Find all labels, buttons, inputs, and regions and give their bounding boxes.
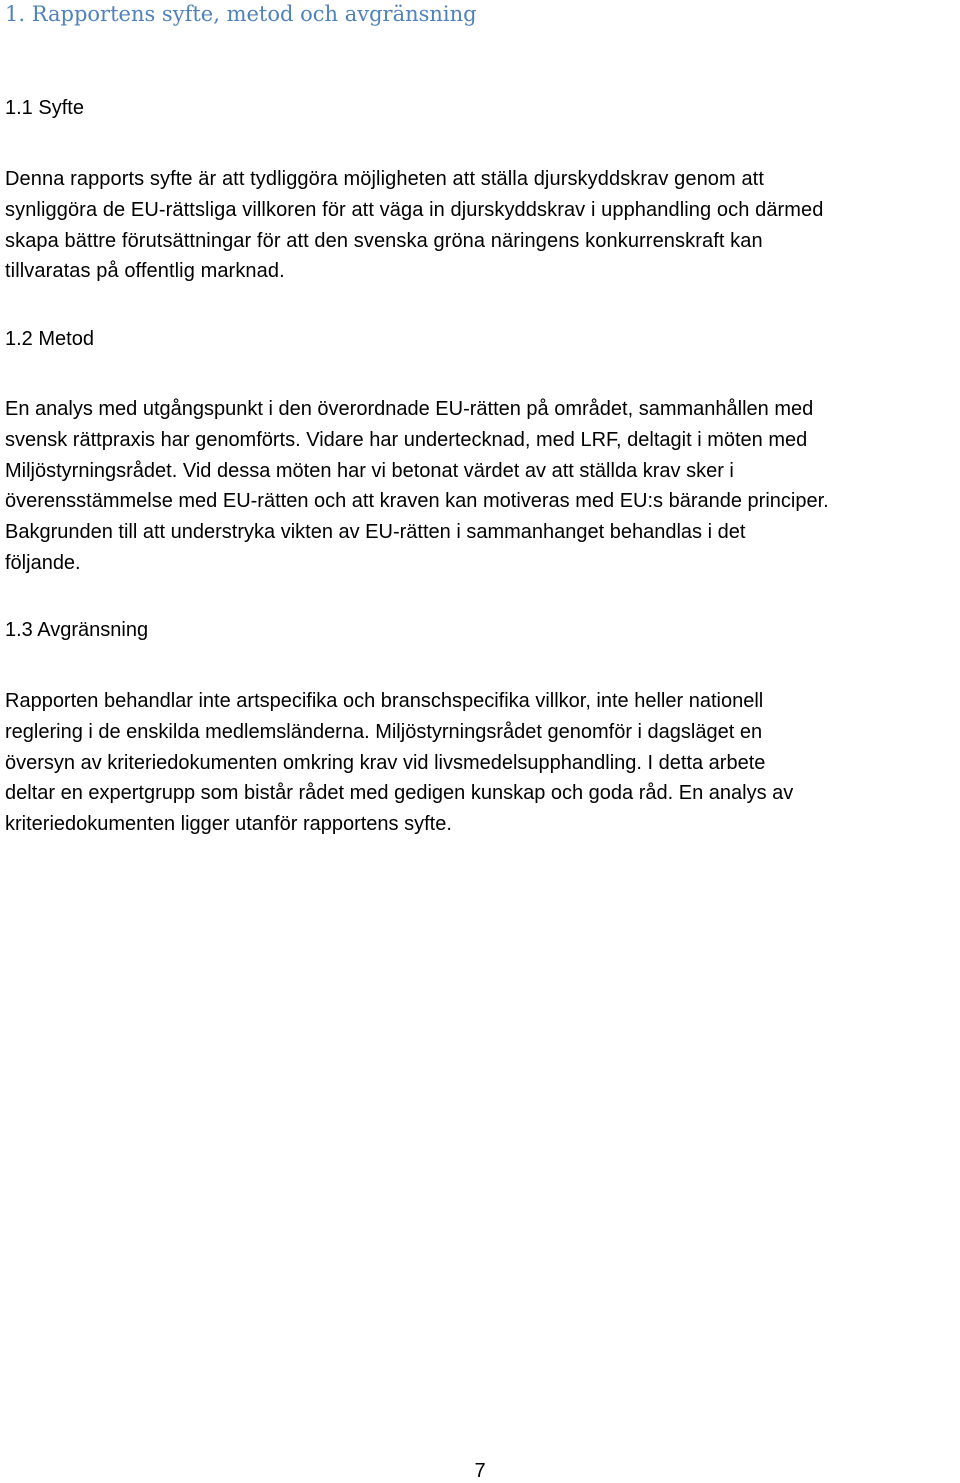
paragraph-line: överensstämmelse med EU-rätten och att kraven kan motiveras med EU:s bärande principer. <box>5 490 829 513</box>
paragraph-avgransning <box>5 686 955 840</box>
paragraph-line: svensk rättpraxis har genomförts. Vidare har undertecknad, med LRF, deltagit i möten med <box>5 428 808 451</box>
page-number: 7 <box>474 1460 486 1482</box>
section-heading-syfte: 1.1 Syfte <box>5 97 84 119</box>
paragraph-line: En analys med utgångspunkt i den överordnade EU-rätten på området, sammanhållen med <box>5 398 814 420</box>
paragraph-line: översyn av kriteriedokumenten omkring krav vid livsmedelsupphandling. I detta arbete <box>5 751 766 774</box>
paragraph-line: deltar en expertgrupp som bistår rådet med gedigen kunskap och goda råd. En analys av <box>5 782 794 805</box>
paragraph-line: tillvaratas på offentlig marknad. <box>5 260 285 283</box>
paragraph-line: Bakgrunden till att understryka vikten av EU-rätten i sammanhanget behandlas i det <box>5 521 746 544</box>
paragraph-metod <box>5 394 955 579</box>
paragraph-line: Miljöstyrningsrådet. Vid dessa möten har vi betonat värdet av att ställda krav sker i <box>5 459 734 482</box>
paragraph-line: Denna rapports syfte är att tydliggöra möjligheten att ställa djurskyddskrav genom att <box>5 168 764 190</box>
chapter-title: 1. Rapportens syfte, metod och avgränsning <box>5 2 477 26</box>
section-heading-metod: 1.2 Metod <box>5 328 94 350</box>
paragraph-line: synliggöra de EU-rättsliga villkoren för att väga in djurskyddskrav i upphandling och därmed <box>5 198 824 221</box>
paragraph-syfte <box>5 164 955 287</box>
paragraph-line: skapa bättre förutsättningar för att den svenska gröna näringens konkurrenskraft kan <box>5 229 763 252</box>
paragraph-line: Rapporten behandlar inte artspecifika och branschspecifika villkor, inte heller nationell <box>5 690 764 712</box>
section-heading-avgransning: 1.3 Avgränsning <box>5 619 149 641</box>
paragraph-line: reglering i de enskilda medlemsländerna. Miljöstyrningsrådet genomför i dagsläget en <box>5 720 763 743</box>
paragraph-line: följande. <box>5 551 81 574</box>
paragraph-line: kriteriedokumenten ligger utanför rapportens syfte. <box>5 813 452 836</box>
